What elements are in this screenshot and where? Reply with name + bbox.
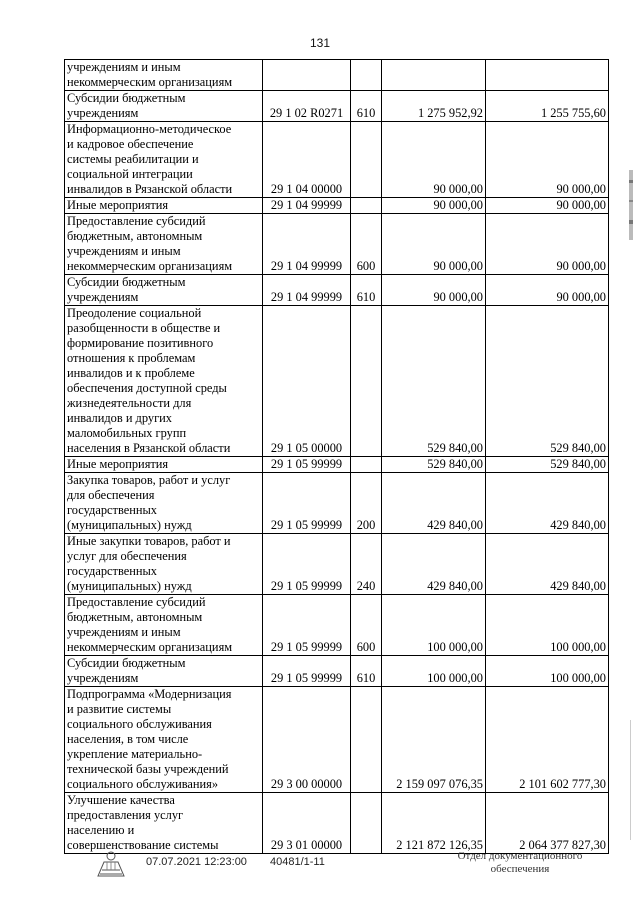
row-vr [351, 198, 382, 214]
table-row [65, 656, 609, 687]
row-name: Субсидии бюджетным учреждениям [65, 656, 263, 687]
row-code: 29 3 01 00000 [263, 793, 351, 854]
row-sum-2: 429 840,00 [486, 534, 609, 595]
row-sum-1: 429 840,00 [382, 534, 486, 595]
row-vr [351, 793, 382, 854]
row-sum-1: 90 000,00 [382, 275, 486, 306]
row-name: Иные мероприятия [65, 457, 263, 473]
table-row [65, 91, 609, 122]
scan-artifact [630, 720, 632, 840]
row-sum-2: 2 064 377 827,30 [486, 793, 609, 854]
row-sum-1: 529 840,00 [382, 457, 486, 473]
table-row [65, 275, 609, 306]
table-row [65, 122, 609, 198]
row-sum-1: 90 000,00 [382, 122, 486, 198]
table-row [65, 306, 609, 457]
row-sum-2: 90 000,00 [486, 122, 609, 198]
row-sum-1: 90 000,00 [382, 214, 486, 275]
row-sum-2: 2 101 602 777,30 [486, 687, 609, 793]
row-vr: 600 [351, 595, 382, 656]
row-vr: 610 [351, 656, 382, 687]
registry-logo-icon [94, 850, 128, 880]
row-sum-1: 2 121 872 126,35 [382, 793, 486, 854]
row-name: Информационно-методическое и кадровое обеспечение системы реабилитации и социальной интеграции инвалидов в Рязанской области [65, 122, 263, 198]
budget-table [64, 59, 609, 854]
row-code: 29 1 02 R0271 [263, 91, 351, 122]
row-sum-1: 100 000,00 [382, 595, 486, 656]
row-vr: 600 [351, 214, 382, 275]
table-row [65, 793, 609, 854]
row-vr: 240 [351, 534, 382, 595]
row-name: Улучшение качества предоставления услуг населению и совершенствование системы [65, 793, 263, 854]
table-row [65, 214, 609, 275]
footer-department: Отдел документационного обеспечения [457, 850, 583, 875]
row-sum-2: 100 000,00 [486, 595, 609, 656]
row-vr [351, 60, 382, 91]
row-sum-2: 90 000,00 [486, 275, 609, 306]
row-name: Закупка товаров, работ и услуг для обеспечения государственных (муниципальных) нужд [65, 473, 263, 534]
row-name: Предоставление субсидий бюджетным, автономным учреждениям и иным некоммерческим организациям [65, 595, 263, 656]
table-row [65, 473, 609, 534]
table-row [65, 198, 609, 214]
row-code: 29 1 05 99999 [263, 457, 351, 473]
row-sum-1: 429 840,00 [382, 473, 486, 534]
row-sum-1 [382, 60, 486, 91]
row-name: Иные закупки товаров, работ и услуг для обеспечения государственных (муниципальных) нужд [65, 534, 263, 595]
footer-doc-number: 40481/1-11 [270, 856, 325, 868]
row-name: Иные мероприятия [65, 198, 263, 214]
row-sum-2: 529 840,00 [486, 306, 609, 457]
page-number: 131 [309, 36, 331, 50]
row-sum-1: 1 275 952,92 [382, 91, 486, 122]
row-code: 29 1 05 99999 [263, 656, 351, 687]
row-sum-2 [486, 60, 609, 91]
scan-artifact [628, 170, 634, 240]
row-name: Субсидии бюджетным учреждениям [65, 275, 263, 306]
row-code: 29 1 05 99999 [263, 534, 351, 595]
row-sum-2: 429 840,00 [486, 473, 609, 534]
row-name: Преодоление социальной разобщенности в обществе и формирование позитивного отношения к проблемам инвалидов и к проблеме обеспечения доступной среды жизнедеятельности для инвалидов и других маломобильных групп населения в Рязанской области [65, 306, 263, 457]
row-sum-2: 529 840,00 [486, 457, 609, 473]
row-name: Предоставление субсидий бюджетным, автономным учреждениям и иным некоммерческим организациям [65, 214, 263, 275]
row-sum-2: 100 000,00 [486, 656, 609, 687]
row-sum-1: 90 000,00 [382, 198, 486, 214]
row-code [263, 60, 351, 91]
row-vr [351, 687, 382, 793]
row-vr: 610 [351, 275, 382, 306]
row-code: 29 1 04 00000 [263, 122, 351, 198]
row-vr [351, 457, 382, 473]
table-row [65, 687, 609, 793]
row-vr: 610 [351, 91, 382, 122]
row-code: 29 1 04 99999 [263, 214, 351, 275]
row-code: 29 1 05 99999 [263, 473, 351, 534]
budget-table-body [65, 60, 609, 854]
footer [0, 850, 640, 890]
row-code: 29 1 04 99999 [263, 198, 351, 214]
row-sum-2: 1 255 755,60 [486, 91, 609, 122]
row-code: 29 1 04 99999 [263, 275, 351, 306]
row-sum-1: 2 159 097 076,35 [382, 687, 486, 793]
table-row [65, 534, 609, 595]
row-name: учреждениям и иным некоммерческим организациям [65, 60, 263, 91]
footer-datetime: 07.07.2021 12:23:00 [146, 856, 247, 868]
row-vr [351, 306, 382, 457]
row-name: Подпрограмма «Модернизация и развитие системы социального обслуживания населения, в том числе укрепление материально- технической базы учреждений социального обслуживания» [65, 687, 263, 793]
table-row [65, 60, 609, 91]
row-code: 29 1 05 00000 [263, 306, 351, 457]
row-vr: 200 [351, 473, 382, 534]
row-sum-1: 100 000,00 [382, 656, 486, 687]
table-row [65, 457, 609, 473]
row-code: 29 1 05 99999 [263, 595, 351, 656]
row-sum-1: 529 840,00 [382, 306, 486, 457]
table-row [65, 595, 609, 656]
row-sum-2: 90 000,00 [486, 214, 609, 275]
row-sum-2: 90 000,00 [486, 198, 609, 214]
row-vr [351, 122, 382, 198]
row-code: 29 3 00 00000 [263, 687, 351, 793]
row-name: Субсидии бюджетным учреждениям [65, 91, 263, 122]
